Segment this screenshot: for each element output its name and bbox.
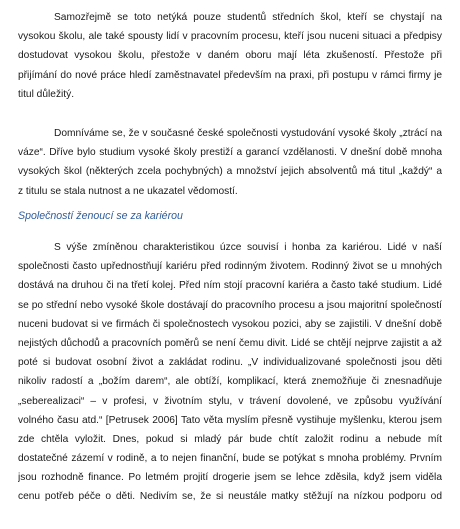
text-line: nejistých důchodů a pracovních poměrů se není čemu divit. Lidé se chtějí nejprve zajistit a až (18, 337, 442, 349)
text-line: „seberealizaci“ – v profesi, v životním stylu, v trávení dovolené, ve způsobu využívání (18, 395, 442, 407)
text-line: titul důležitý. (18, 88, 75, 100)
text-line: Domníváme se, že v současné české společnosti vystudování vysoké školy „ztrácí na (54, 128, 442, 139)
text-line: přijímání do nové práce hledí zaměstnavatel především na praxi, při postupu v rámci firmy je (18, 69, 442, 81)
text-line: společnosti často upřednostňují kariéru před rodinným životem. Rodinný život se u mnohých (18, 261, 442, 273)
text-line: váze“. Dříve bylo studium vysoké školy prestiží a garancí vzdělanosti. V dnešní době mnoha (18, 147, 442, 159)
text-line: dostává na druhou či na třetí kolej. Před ním stojí pracovní kariéra a často také studium. Lidé (18, 280, 442, 292)
text-line: z titulu se stala nutnost a ne ukazatel vědomostí. (18, 185, 238, 197)
paragraph-3 (18, 238, 442, 507)
text-line: poté si budovat osobní život a zakládat rodinu. „V individualizované společnosti jsou děti (18, 357, 442, 369)
text-line: vysokou školu, ale také spousty lidí v pracovním procesu, kteří jsou nuceni situaci a předpisy (18, 31, 442, 43)
text-line: S výše zmíněnou charakteristikou úzce souvisí i honba za kariérou. Lidé v naší (54, 242, 442, 253)
text-line: Samozřejmě se toto netýká pouze studentů středních škol, kteří se chystají na (54, 12, 442, 23)
text-line: nuceni budovat si ve firmách či společnostech vysokou pozici, aby se zajistili. V dnešní době (18, 318, 442, 330)
text-line: jsou rozhodně finance. Po letmém projití drogerie jsem se lehce zděsila, když jsem viděla (18, 472, 442, 484)
text-line: zde chtěla vyložit. Dnes, pokud si mladý pár bude chtít založit rodinu a nebude mít (18, 433, 442, 445)
text-line: se po střední nebo vysoké škole dostávají do pracovního procesu a jsou majoritní společností (18, 299, 442, 311)
paragraph-1 (18, 8, 442, 104)
text-line: volného času atd.“ [Petrusek 2006] Tato věta myslím přesně vystihuje myšlenku, kterou jsem (18, 414, 442, 426)
text-line: nikoliv radostí a „božím darem“, ale obtíží, komplikací, která znemožňuje či znesnadňuje (18, 376, 442, 388)
section-heading: Společností ženoucí se za kariérou (18, 210, 183, 222)
text-line: dostudovat vysokou školu, přestože v daném oboru mají léta zkušeností. Přestože při (18, 50, 442, 62)
text-line: cenu potřeb péče o děti. Nedivím se, že si neustále matky stěžují na nízkou podporu od (18, 491, 442, 503)
text-line: vysokých škol (některých zcela pochybných) a množství jejich absolventů má titul „každý“ a (18, 166, 442, 178)
text-line: dostatečné zázemí v rodině, a to nejen finanční, bude se potýkat s mnoha problémy. Prvním (18, 453, 442, 465)
paragraph-2 (18, 124, 442, 201)
